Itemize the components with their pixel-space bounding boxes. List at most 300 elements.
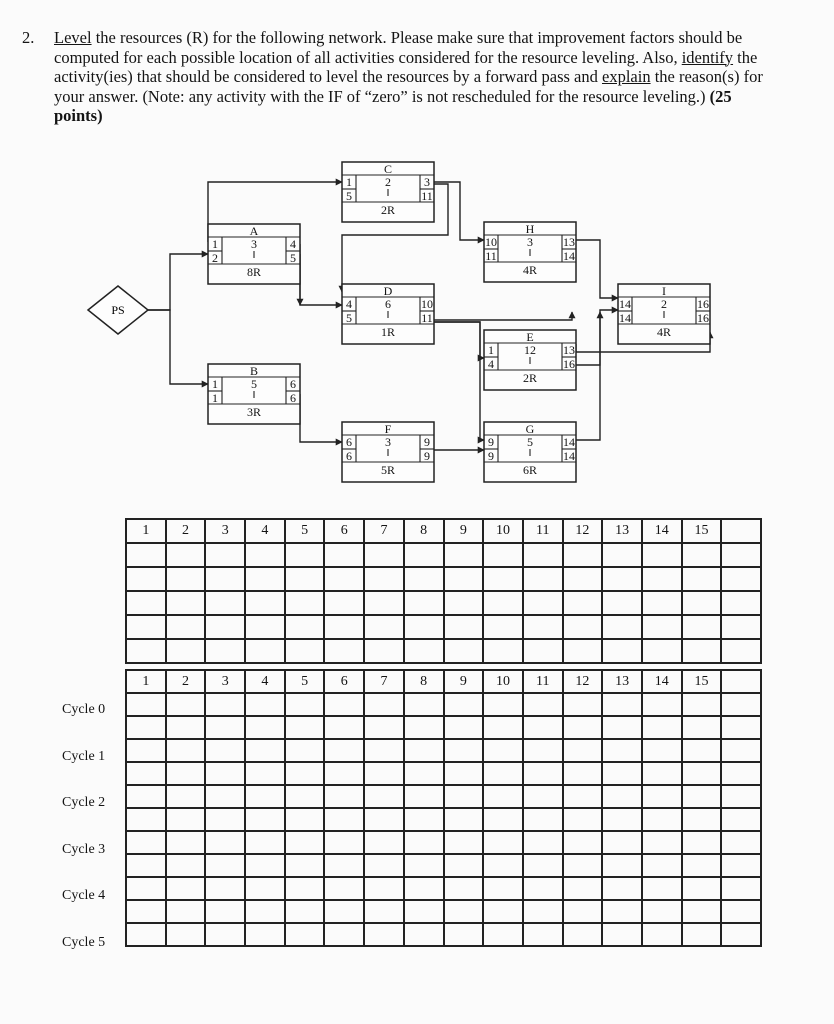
grid-cell bbox=[285, 639, 325, 663]
activity-name: H bbox=[525, 222, 535, 236]
day-header: 2 bbox=[166, 519, 206, 543]
grid-cell bbox=[483, 739, 523, 762]
grid-cell bbox=[245, 854, 285, 877]
grid-cell bbox=[324, 785, 364, 808]
activity-ls: 5 bbox=[346, 189, 352, 203]
grid-cell bbox=[205, 591, 245, 615]
day-header: 3 bbox=[205, 519, 245, 543]
grid-cell bbox=[642, 900, 682, 923]
grid-cell bbox=[682, 877, 722, 900]
grid-cell bbox=[721, 808, 761, 831]
grid-cell bbox=[324, 591, 364, 615]
day-header: 1 bbox=[126, 519, 166, 543]
arrow-h-i bbox=[576, 240, 618, 298]
grid-cell bbox=[444, 923, 484, 946]
day-header: 11 bbox=[523, 670, 563, 693]
grid-cell bbox=[324, 762, 364, 785]
cycle-row bbox=[126, 900, 761, 923]
day-header: 10 bbox=[483, 670, 523, 693]
grid-cell bbox=[205, 762, 245, 785]
grid-cell bbox=[404, 923, 444, 946]
cycle-row bbox=[126, 716, 761, 739]
grid-cell bbox=[364, 716, 404, 739]
level-word: Level bbox=[54, 28, 92, 47]
grid-cell bbox=[602, 739, 642, 762]
grid-cell bbox=[166, 716, 206, 739]
arrow-g-i bbox=[576, 312, 600, 440]
grid-cell bbox=[205, 808, 245, 831]
resource-row bbox=[126, 543, 761, 567]
grid-cell bbox=[404, 615, 444, 639]
grid-cell bbox=[166, 877, 206, 900]
grid-cell bbox=[166, 831, 206, 854]
grid-cell bbox=[444, 739, 484, 762]
grid-cell bbox=[205, 900, 245, 923]
activity-res: 4R bbox=[522, 263, 538, 277]
question-text bbox=[22, 28, 782, 126]
grid-cell bbox=[285, 716, 325, 739]
grid-cell bbox=[523, 543, 563, 567]
grid-cell bbox=[444, 900, 484, 923]
grid-cell bbox=[166, 785, 206, 808]
grid-cell bbox=[682, 639, 722, 663]
grid-cell bbox=[563, 693, 603, 716]
grid-cell bbox=[126, 615, 166, 639]
grid-cell bbox=[126, 831, 166, 854]
day-header: 12 bbox=[563, 519, 603, 543]
activity-dur: 5 bbox=[527, 435, 533, 449]
activity-es: 6 bbox=[346, 435, 352, 449]
grid-cell bbox=[285, 854, 325, 877]
grid-cell bbox=[404, 785, 444, 808]
grid-cell bbox=[721, 639, 761, 663]
day-header: 5 bbox=[285, 670, 325, 693]
activity-lf: 5 bbox=[290, 251, 296, 265]
grid-cell bbox=[682, 543, 722, 567]
grid-cell bbox=[205, 639, 245, 663]
grid-cell bbox=[245, 831, 285, 854]
grid-cell bbox=[602, 639, 642, 663]
grid-cell bbox=[324, 693, 364, 716]
grid-cell bbox=[721, 877, 761, 900]
grid-cell bbox=[602, 923, 642, 946]
grid-cell bbox=[324, 854, 364, 877]
grid-cell bbox=[721, 693, 761, 716]
grid-cell bbox=[483, 693, 523, 716]
day-header: 5 bbox=[285, 519, 325, 543]
grid-cell bbox=[364, 543, 404, 567]
grid-cell bbox=[444, 591, 484, 615]
grid-cell bbox=[642, 543, 682, 567]
activity-node-a bbox=[208, 224, 300, 284]
grid-cell bbox=[126, 785, 166, 808]
grid-cell bbox=[126, 693, 166, 716]
activity-es: 4 bbox=[346, 297, 352, 311]
arrow-d-e bbox=[434, 322, 484, 358]
grid-cell bbox=[444, 716, 484, 739]
activity-res: 2R bbox=[522, 371, 538, 385]
grid-cell bbox=[285, 693, 325, 716]
grid-cell bbox=[324, 923, 364, 946]
grid-cell bbox=[682, 831, 722, 854]
grid-cell bbox=[324, 567, 364, 591]
grid-cell bbox=[523, 923, 563, 946]
activity-ls: 1 bbox=[212, 391, 218, 405]
cycle-row bbox=[126, 877, 761, 900]
grid-cell bbox=[324, 639, 364, 663]
grid-cell bbox=[642, 808, 682, 831]
resource-row bbox=[126, 591, 761, 615]
grid-cell bbox=[166, 808, 206, 831]
grid-cell bbox=[602, 785, 642, 808]
day-header: 3 bbox=[205, 670, 245, 693]
grid-cell bbox=[563, 900, 603, 923]
grid-cell bbox=[523, 808, 563, 831]
activity-ef: 9 bbox=[424, 435, 430, 449]
resource-row bbox=[126, 639, 761, 663]
grid-cell bbox=[563, 615, 603, 639]
grid-cell bbox=[682, 923, 722, 946]
grid-cell bbox=[324, 615, 364, 639]
resource-row bbox=[126, 615, 761, 639]
grid-cell bbox=[483, 615, 523, 639]
grid-cell bbox=[324, 877, 364, 900]
activity-lf: 9 bbox=[424, 449, 430, 463]
activity-node-f bbox=[342, 422, 434, 482]
activity-es: 1 bbox=[212, 237, 218, 251]
grid-cell bbox=[126, 591, 166, 615]
grid-cell bbox=[364, 785, 404, 808]
grid-cell bbox=[126, 567, 166, 591]
grid-cell bbox=[245, 716, 285, 739]
activity-ef: 16 bbox=[697, 297, 709, 311]
grid-cell bbox=[126, 639, 166, 663]
activity-dur: 3 bbox=[385, 435, 391, 449]
activity-res: 3R bbox=[246, 405, 262, 419]
question-text-3: the reason(s) for your answer. (Note: any activity with the IF of “zero” is not rescheduled for the resource leveling.) bbox=[54, 67, 763, 106]
grid-cell bbox=[483, 923, 523, 946]
grid-cell bbox=[483, 543, 523, 567]
grid-cell bbox=[523, 716, 563, 739]
grid-cell bbox=[324, 543, 364, 567]
grid-cell bbox=[126, 854, 166, 877]
grid-cell bbox=[642, 615, 682, 639]
activity-ls: 5 bbox=[346, 311, 352, 325]
activity-es: 1 bbox=[212, 377, 218, 391]
day-header: 10 bbox=[483, 519, 523, 543]
activity-name: I bbox=[662, 284, 666, 298]
grid-cell bbox=[642, 693, 682, 716]
activity-es: 1 bbox=[488, 343, 494, 357]
grid-cell bbox=[563, 762, 603, 785]
grid-cell bbox=[642, 567, 682, 591]
grid-cell bbox=[166, 591, 206, 615]
grid-cell bbox=[642, 785, 682, 808]
arrow-ps-b bbox=[148, 310, 208, 384]
grid-cell bbox=[602, 567, 642, 591]
grid-cell bbox=[523, 831, 563, 854]
grid-cell bbox=[245, 543, 285, 567]
cycle-label: Cycle 1 bbox=[62, 748, 106, 764]
grid-cell bbox=[166, 639, 206, 663]
grid-cell bbox=[205, 716, 245, 739]
cycle-row bbox=[126, 762, 761, 785]
day-header: 8 bbox=[404, 670, 444, 693]
cycle-row bbox=[126, 670, 761, 693]
grid-cell bbox=[245, 567, 285, 591]
activity-es: 14 bbox=[619, 297, 631, 311]
grid-cell bbox=[563, 543, 603, 567]
activity-res: 1R bbox=[380, 325, 396, 339]
points-label: (25 points) bbox=[54, 86, 732, 125]
identify-word: identify bbox=[681, 47, 734, 67]
grid-cell bbox=[563, 923, 603, 946]
grid-cell bbox=[721, 762, 761, 785]
grid-cell bbox=[642, 639, 682, 663]
grid-cell bbox=[563, 567, 603, 591]
grid-cell bbox=[364, 693, 404, 716]
activity-node-i bbox=[618, 284, 710, 344]
grid-cell bbox=[483, 716, 523, 739]
activity-ef: 4 bbox=[290, 237, 296, 251]
activity-node-b bbox=[208, 364, 300, 424]
grid-cell bbox=[602, 854, 642, 877]
activity-dur: 5 bbox=[251, 377, 257, 391]
grid-cell bbox=[483, 762, 523, 785]
activity-node-h bbox=[484, 222, 576, 282]
grid-cell bbox=[126, 543, 166, 567]
grid-cell bbox=[602, 693, 642, 716]
grid-cell bbox=[364, 762, 404, 785]
activity-es: 10 bbox=[485, 235, 497, 249]
day-header: 9 bbox=[444, 670, 484, 693]
day-header: 4 bbox=[245, 519, 285, 543]
day-header: 13 bbox=[602, 670, 642, 693]
grid-cell bbox=[483, 831, 523, 854]
grid-cell bbox=[523, 639, 563, 663]
question-text-2: the activity(ies) that should be considered to level the resources by a forward pass and bbox=[54, 47, 758, 86]
grid-cell bbox=[523, 877, 563, 900]
grid-cell bbox=[523, 762, 563, 785]
activity-ef: 3 bbox=[424, 175, 430, 189]
day-header bbox=[721, 670, 761, 693]
grid-cell bbox=[602, 900, 642, 923]
grid-cell bbox=[166, 739, 206, 762]
activity-name: D bbox=[383, 284, 393, 298]
arrow-c-h bbox=[434, 182, 484, 240]
day-header bbox=[721, 519, 761, 543]
grid-cell bbox=[285, 543, 325, 567]
grid-cell bbox=[682, 591, 722, 615]
grid-cell bbox=[444, 615, 484, 639]
activity-ls: 6 bbox=[346, 449, 352, 463]
grid-cell bbox=[126, 900, 166, 923]
activity-res: 4R bbox=[656, 325, 672, 339]
grid-cell bbox=[444, 639, 484, 663]
grid-cell bbox=[682, 615, 722, 639]
activity-name: C bbox=[383, 162, 393, 176]
cycle-label: Cycle 4 bbox=[62, 888, 106, 903]
grid-cell bbox=[404, 762, 444, 785]
cycle-label: Cycle 2 bbox=[62, 795, 106, 810]
grid-cell bbox=[285, 831, 325, 854]
grid-cell bbox=[404, 739, 444, 762]
grid-cell bbox=[205, 854, 245, 877]
activity-ef: 13 bbox=[563, 235, 575, 249]
arrow-b-f bbox=[300, 394, 342, 442]
grid-cell bbox=[205, 543, 245, 567]
grid-cell bbox=[563, 591, 603, 615]
grid-cell bbox=[563, 739, 603, 762]
cycle-row bbox=[126, 693, 761, 716]
activity-dur: 3 bbox=[527, 235, 533, 249]
activity-lf: 16 bbox=[563, 357, 575, 371]
day-header: 2 bbox=[166, 670, 206, 693]
day-header: 6 bbox=[324, 670, 364, 693]
grid-cell bbox=[563, 785, 603, 808]
grid-cell bbox=[444, 808, 484, 831]
network-diagram bbox=[0, 150, 834, 495]
grid-cell bbox=[404, 808, 444, 831]
grid-cell bbox=[245, 762, 285, 785]
grid-cell bbox=[602, 808, 642, 831]
grid-cell bbox=[285, 615, 325, 639]
grid-cell bbox=[364, 615, 404, 639]
grid-cell bbox=[205, 693, 245, 716]
grid-cell bbox=[721, 831, 761, 854]
day-header: 8 bbox=[404, 519, 444, 543]
grid-cell bbox=[245, 615, 285, 639]
grid-cell bbox=[205, 923, 245, 946]
grid-cell bbox=[245, 877, 285, 900]
question-text-1: the resources (R) for the following network. Please make sure that improvement factors should be computed for each possible location of all activities considered for the resource leveling. Also, bbox=[54, 28, 743, 67]
grid-cell bbox=[642, 762, 682, 785]
grid-cell bbox=[364, 639, 404, 663]
grid-cell bbox=[721, 900, 761, 923]
grid-cell bbox=[166, 567, 206, 591]
start-label: PS bbox=[111, 303, 125, 317]
grid-cell bbox=[285, 877, 325, 900]
resource-row bbox=[126, 567, 761, 591]
grid-cell bbox=[285, 567, 325, 591]
cycle-row bbox=[126, 923, 761, 946]
grid-cell bbox=[285, 785, 325, 808]
day-header: 15 bbox=[682, 670, 722, 693]
activity-lf: 14 bbox=[563, 249, 575, 263]
grid-cell bbox=[483, 877, 523, 900]
grid-cell bbox=[404, 567, 444, 591]
grid-cell bbox=[245, 923, 285, 946]
grid-cell bbox=[642, 923, 682, 946]
activity-dur: 6 bbox=[385, 297, 391, 311]
question-number: 2. bbox=[22, 28, 35, 47]
activity-ls: 2 bbox=[212, 251, 218, 265]
grid-cell bbox=[126, 739, 166, 762]
activity-ls: 4 bbox=[488, 357, 494, 371]
grid-cell bbox=[642, 716, 682, 739]
grid-cell bbox=[721, 923, 761, 946]
activity-dur: 12 bbox=[524, 343, 536, 357]
grid-cell bbox=[245, 639, 285, 663]
grid-cell bbox=[404, 716, 444, 739]
day-header: 14 bbox=[642, 519, 682, 543]
grid-cell bbox=[483, 808, 523, 831]
activity-es: 1 bbox=[346, 175, 352, 189]
grid-cell bbox=[245, 693, 285, 716]
activity-dur: 3 bbox=[251, 237, 257, 251]
grid-cell bbox=[682, 716, 722, 739]
cycle-row bbox=[126, 831, 761, 854]
grid-cell bbox=[523, 615, 563, 639]
grid-cell bbox=[245, 900, 285, 923]
grid-cell bbox=[483, 567, 523, 591]
grid-cell bbox=[364, 854, 404, 877]
activity-lf: 6 bbox=[290, 391, 296, 405]
grid-cell bbox=[602, 591, 642, 615]
grid-cell bbox=[324, 808, 364, 831]
grid-cell bbox=[364, 831, 404, 854]
activity-name: A bbox=[249, 224, 259, 238]
grid-cell bbox=[523, 567, 563, 591]
grid-cell bbox=[682, 693, 722, 716]
grid-cell bbox=[721, 739, 761, 762]
day-header: 4 bbox=[245, 670, 285, 693]
grid-cell bbox=[602, 716, 642, 739]
grid-cell bbox=[126, 923, 166, 946]
grid-cell bbox=[483, 639, 523, 663]
activity-dur: 2 bbox=[661, 297, 667, 311]
grid-cell bbox=[285, 923, 325, 946]
grid-cell bbox=[523, 591, 563, 615]
grid-cell bbox=[483, 785, 523, 808]
grid-cell bbox=[721, 591, 761, 615]
activity-node-e bbox=[484, 330, 576, 390]
day-header: 14 bbox=[642, 670, 682, 693]
grid-cell bbox=[364, 923, 404, 946]
grid-cell bbox=[563, 877, 603, 900]
day-header: 15 bbox=[682, 519, 722, 543]
grid-cell bbox=[324, 739, 364, 762]
explain-word: explain bbox=[602, 67, 651, 86]
grid-cell bbox=[642, 739, 682, 762]
grid-cell bbox=[166, 900, 206, 923]
grid-cell bbox=[404, 693, 444, 716]
grid-cell bbox=[126, 762, 166, 785]
arrow-d-i bbox=[434, 312, 572, 320]
activity-node-g bbox=[484, 422, 576, 482]
activity-node-c bbox=[342, 162, 434, 222]
grid-cell bbox=[324, 716, 364, 739]
grid-cell bbox=[721, 615, 761, 639]
activity-node-d bbox=[342, 284, 434, 344]
grid-cell bbox=[444, 877, 484, 900]
grid-cell bbox=[205, 567, 245, 591]
grid-cell bbox=[126, 716, 166, 739]
grid-cell bbox=[721, 567, 761, 591]
activity-ef: 10 bbox=[421, 297, 433, 311]
activity-dur: 2 bbox=[385, 175, 391, 189]
grid-cell bbox=[364, 591, 404, 615]
grid-cell bbox=[563, 831, 603, 854]
grid-cell bbox=[245, 591, 285, 615]
grid-cell bbox=[285, 900, 325, 923]
activity-name: E bbox=[526, 330, 534, 344]
cycle-label: Cycle 5 bbox=[62, 934, 106, 950]
resource-grid bbox=[125, 518, 762, 664]
cycle-label: Cycle 0 bbox=[62, 702, 106, 717]
activity-es: 9 bbox=[488, 435, 494, 449]
grid-cell bbox=[285, 591, 325, 615]
